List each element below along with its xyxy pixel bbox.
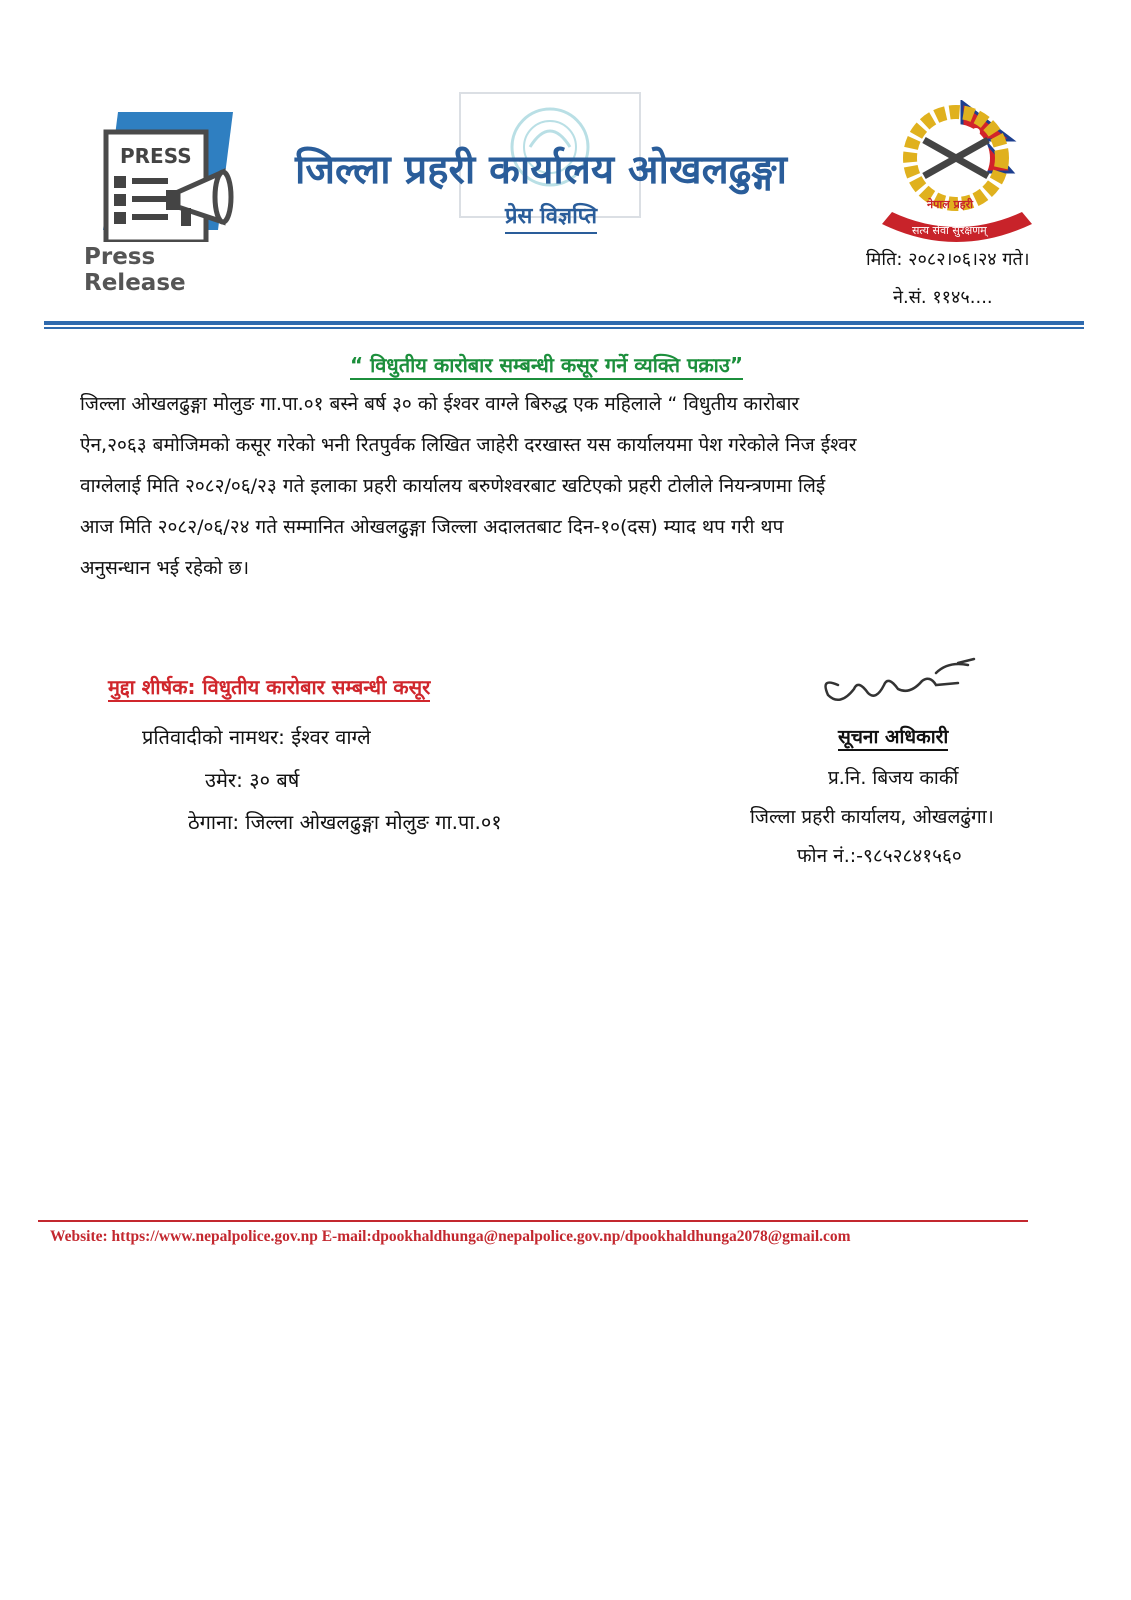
svg-text:सत्य सेवा सुरक्षणम्: सत्य सेवा सुरक्षणम् [912, 224, 987, 237]
defendant-age: उमेर: ३० बर्ष [205, 768, 300, 792]
office-title: जिल्ला प्रहरी कार्यालय ओखलढुङ्गा [295, 147, 787, 193]
footer-contact: Website: https://www.nepalpolice.gov.np E-mail:dpookhaldhunga@nepalpolice.gov.np/dpookhaldhunga2078@gmail.com [50, 1228, 851, 1245]
body-line: अनुसन्धान भई रहेको छ। [80, 557, 250, 579]
body-line: ऐन,२०६३ बमोजिमको कसूर गरेको भनी रितपुर्वक लिखित जाहेरी दरखास्त यस कार्यालयमा पेश गरेकोले निज ईश्वर [80, 434, 857, 456]
body-line: आज मिति २०८२/०६/२४ गते सम्मानित ओखलढुङ्गा जिल्ला अदालतबाट दिन-१०(दस) म्याद थप गरी थप [80, 516, 784, 538]
body-line: जिल्ला ओखलढुङ्गा मोलुङ गा.पा.०१ बस्ने बर्ष ३० को ईश्वर वाग्ले बिरुद्ध एक महिलाले “ विधुतीय कारोबार [80, 393, 800, 415]
press-release-logo [78, 112, 248, 296]
press-document-icon [78, 112, 248, 242]
defendant-address: ठेगाना: जिल्ला ओखलढुङ्गा मोलुङ गा.पा.०१ [188, 810, 502, 834]
nepal-police-emblem [872, 100, 1086, 250]
press-body [80, 384, 1080, 589]
officer-name: प्र.नि. बिजय कार्की [828, 767, 959, 789]
defendant-name: प्रतिवादीको नामथर: ईश्वर वाग्ले [142, 725, 371, 749]
officer-title: सूचना अधिकारी [838, 723, 948, 751]
reference-number: ने.सं. ११४५.... [893, 287, 993, 308]
header-divider [44, 321, 1084, 331]
svg-text:नेपाल प्रहरी: नेपाल प्रहरी [927, 198, 973, 211]
body-line: वाग्लेलाई मिति २०८२/०६/२३ गते इलाका प्रहरी कार्यालय बरुणेश्वरबाट खटिएको प्रहरी टोलीले नियन्त्रणमा लिई [80, 475, 826, 497]
press-release-caption: Press Release [84, 244, 186, 296]
svg-text:PRESS: PRESS [120, 144, 192, 168]
press-release-label: प्रेस विज्ञप्ति [505, 200, 597, 234]
news-headline: “ विधुतीय कारोबार सम्बन्धी कसूर गर्ने व्यक्ति पक्राउ” [350, 351, 743, 380]
officer-phone: फोन नं.:-९८५२८४१५६० [797, 845, 962, 867]
officer-office: जिल्ला प्रहरी कार्यालय, ओखलढुंगा। [750, 806, 994, 828]
case-title: मुद्दा शीर्षक: विधुतीय कारोबार सम्बन्धी कसूर [108, 673, 430, 702]
officer-signature [818, 655, 988, 710]
footer-divider [38, 1220, 1028, 1222]
release-date: मिति: २०८२।०६।२४ गते। [866, 249, 1030, 270]
